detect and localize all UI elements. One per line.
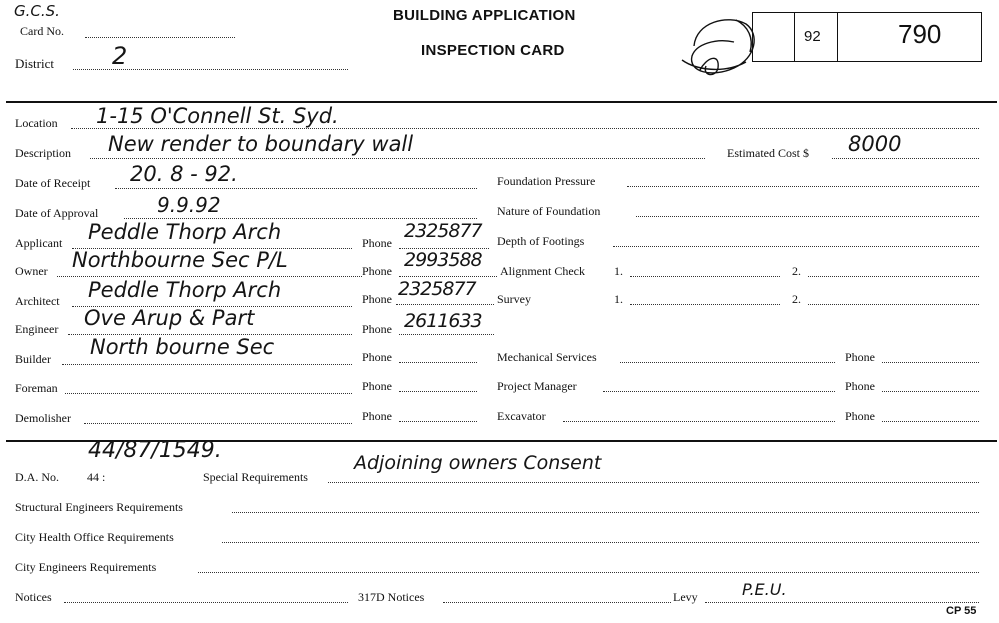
health-requirements-label: City Health Office Requirements	[15, 530, 174, 544]
date-approval-value: 9.9.92	[157, 193, 221, 217]
special-requirements-value: Adjoining owners Consent	[354, 452, 602, 474]
alignment-check-num-2: 2.	[792, 264, 801, 278]
project-manager-phone-label: Phone	[845, 379, 875, 393]
demolisher-phone-label: Phone	[362, 409, 392, 423]
mechanical-phone-label: Phone	[845, 350, 875, 364]
builder-label: Builder	[15, 352, 51, 366]
applicant-phone-value: 2325877	[404, 220, 482, 242]
survey-label: Survey	[497, 292, 531, 306]
date-receipt-label: Date of Receipt	[15, 176, 91, 190]
builder-value: North bourne Sec	[90, 335, 275, 359]
applicant-phone-label: Phone	[362, 236, 392, 250]
box-year-value: 92	[804, 28, 821, 45]
engineer-phone-line	[399, 334, 494, 335]
excavator-label: Excavator	[497, 409, 546, 423]
architect-phone-value: 2325877	[398, 278, 476, 300]
date-receipt-line	[115, 188, 477, 189]
header-box-year	[794, 12, 838, 62]
special-requirements-line	[328, 482, 979, 483]
header-divider	[6, 101, 997, 103]
special-requirements-label: Special Requirements	[203, 470, 308, 484]
mechanical-services-line	[620, 362, 835, 363]
alignment-check-label: Alignment Check	[500, 264, 585, 278]
demolisher-phone-line	[399, 421, 477, 422]
estimated-cost-line	[832, 158, 979, 159]
owner-value: Northbourne Sec P/L	[72, 248, 288, 272]
architect-phone-line	[396, 304, 494, 305]
depth-footings-label: Depth of Footings	[497, 234, 585, 248]
city-engineers-requirements-line	[198, 572, 979, 573]
demolisher-line	[84, 423, 352, 424]
survey-num-2: 2.	[792, 292, 801, 306]
excavator-phone-label: Phone	[845, 409, 875, 423]
form-code: CP 55	[946, 605, 977, 617]
foundation-pressure-line	[627, 186, 979, 187]
notices-line	[64, 602, 348, 603]
header-box-left	[752, 12, 795, 62]
date-approval-label: Date of Approval	[15, 206, 99, 220]
project-manager-line	[603, 391, 835, 392]
project-manager-label: Project Manager	[497, 379, 577, 393]
location-line	[71, 128, 979, 129]
district-value: 2	[112, 42, 128, 70]
date-receipt-value: 20. 8 - 92.	[130, 162, 238, 186]
levy-line	[705, 602, 979, 603]
applicant-label: Applicant	[15, 236, 63, 250]
mechanical-services-label: Mechanical Services	[497, 350, 597, 364]
project-manager-phone-line	[882, 391, 979, 392]
demolisher-label: Demolisher	[15, 411, 71, 425]
notices-317d-line	[443, 602, 671, 603]
description-label: Description	[15, 146, 71, 160]
title-building-application: BUILDING APPLICATION	[393, 7, 576, 24]
card-no-label: Card No.	[20, 24, 64, 38]
architect-phone-label: Phone	[362, 292, 392, 306]
engineer-value: Ove Arup & Part	[84, 306, 255, 330]
mechanical-phone-line	[882, 362, 979, 363]
builder-line	[62, 364, 352, 365]
notices-317d-label: 317D Notices	[358, 590, 425, 604]
da-prefix: 44 :	[87, 470, 106, 484]
builder-phone-line	[399, 362, 477, 363]
description-line	[90, 158, 705, 159]
excavator-line	[563, 421, 835, 422]
alignment-check-num-1: 1.	[614, 264, 623, 278]
structural-requirements-line	[232, 512, 979, 513]
alignment-check-line-2	[808, 276, 979, 277]
levy-label: Levy	[673, 590, 698, 604]
notices-label: Notices	[15, 590, 52, 604]
engineer-phone-label: Phone	[362, 322, 392, 336]
health-requirements-line	[222, 542, 979, 543]
location-value: 1-15 O'Connell St. Syd.	[96, 104, 339, 128]
alignment-check-line-1	[630, 276, 780, 277]
architect-value: Peddle Thorp Arch	[88, 278, 282, 302]
da-no-label: D.A. No.	[15, 470, 59, 484]
box-number-value: 790	[898, 19, 942, 49]
location-label: Location	[15, 116, 58, 130]
owner-line	[57, 276, 362, 277]
survey-num-1: 1.	[614, 292, 623, 306]
nature-foundation-line	[636, 216, 979, 217]
owner-phone-line	[399, 276, 497, 277]
survey-line-2	[808, 304, 979, 305]
structural-requirements-label: Structural Engineers Requirements	[15, 500, 183, 514]
engineer-label: Engineer	[15, 322, 59, 336]
foreman-phone-line	[399, 391, 477, 392]
foreman-label: Foreman	[15, 381, 58, 395]
applicant-value: Peddle Thorp Arch	[88, 220, 282, 244]
header-box-number	[836, 12, 982, 62]
owner-label: Owner	[15, 264, 48, 278]
foundation-pressure-label: Foundation Pressure	[497, 174, 596, 188]
architect-label: Architect	[15, 294, 60, 308]
survey-line-1	[630, 304, 780, 305]
card-no-line	[85, 37, 235, 38]
gcs-note: G.C.S.	[14, 2, 60, 20]
foreman-phone-label: Phone	[362, 379, 392, 393]
description-value: New render to boundary wall	[108, 132, 414, 156]
builder-phone-label: Phone	[362, 350, 392, 364]
owner-phone-value: 2993588	[404, 249, 482, 271]
foreman-line	[65, 393, 352, 394]
levy-value: P.E.U.	[742, 580, 787, 599]
city-engineers-requirements-label: City Engineers Requirements	[15, 560, 157, 574]
estimated-cost-value: 8000	[848, 132, 902, 156]
nature-foundation-label: Nature of Foundation	[497, 204, 601, 218]
da-number-value: 44/87/1549.	[88, 438, 222, 463]
depth-footings-line	[613, 246, 979, 247]
title-inspection-card: INSPECTION CARD	[421, 42, 565, 59]
estimated-cost-label: Estimated Cost $	[727, 146, 809, 160]
engineer-phone-value: 2611633	[404, 310, 482, 332]
district-label: District	[15, 56, 54, 71]
owner-phone-label: Phone	[362, 264, 392, 278]
date-approval-line	[124, 218, 477, 219]
excavator-phone-line	[882, 421, 979, 422]
